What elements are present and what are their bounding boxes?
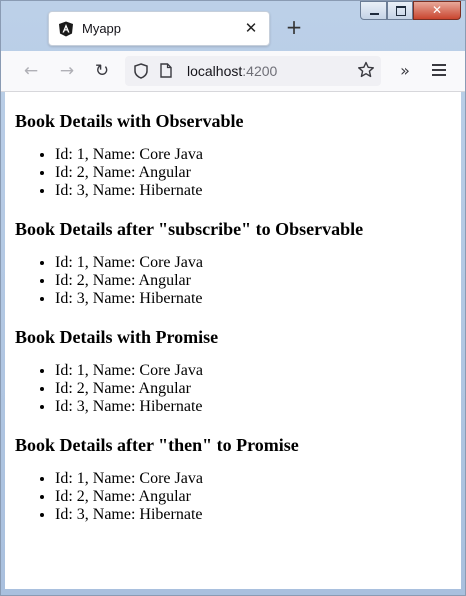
section-heading: Book Details after "then" to Promise [15,435,299,455]
title-bar [1,1,465,51]
tab-myapp[interactable] [48,11,270,46]
book-list [5,470,461,524]
list-item: • Id: 1, Name: Core Java [55,254,461,272]
minimize-button[interactable] [360,1,387,20]
list-item: • Id: 2, Name: Angular [55,380,461,398]
list-item: • Id: 2, Name: Angular [55,164,461,182]
shield-icon[interactable] [134,63,148,79]
close-icon: ✕ [431,3,443,17]
book-list [5,362,461,416]
list-item: • Id: 1, Name: Core Java [55,470,461,488]
bookmark-star-icon[interactable] [357,61,375,79]
url-port: :4200 [242,63,278,79]
overflow-menu-icon[interactable]: » [400,61,410,80]
list-item: • Id: 3, Name: Hibernate [55,506,461,524]
url-text[interactable] [187,63,277,79]
address-bar[interactable] [125,56,381,86]
angular-icon [58,21,74,37]
section-heading: Book Details with Promise [15,327,219,347]
navigation-toolbar [1,51,465,92]
reload-button[interactable]: ↻ [94,61,110,81]
section-heading: Book Details after "subscribe" to Observable [15,219,364,239]
section-promise-then [5,434,461,524]
list-item: • Id: 3, Name: Hibernate [55,398,461,416]
new-tab-button[interactable]: + [285,15,303,39]
list-item: • Id: 1, Name: Core Java [55,362,461,380]
section-observable [5,110,461,200]
list-item: • Id: 2, Name: Angular [55,272,461,290]
section-observable-subscribe [5,218,461,308]
list-item: • Id: 3, Name: Hibernate [55,182,461,200]
section-promise [5,326,461,416]
hamburger-menu-icon[interactable] [432,64,446,76]
window-close-button[interactable] [413,1,461,20]
window-controls [358,1,465,21]
back-button[interactable]: ← [23,61,39,81]
list-item: • Id: 3, Name: Hibernate [55,290,461,308]
book-list [5,254,461,308]
tab-title: Myapp [82,21,122,36]
list-item: • Id: 2, Name: Angular [55,488,461,506]
page-icon[interactable] [160,63,172,78]
book-list [5,146,461,200]
section-heading: Book Details with Observable [15,111,244,131]
maximize-button[interactable] [387,1,413,20]
url-host: localhost [187,63,243,79]
page-content [5,92,461,589]
list-item: • Id: 1, Name: Core Java [55,146,461,164]
close-tab-icon[interactable]: ✕ [244,19,258,37]
forward-button[interactable]: → [59,61,75,81]
